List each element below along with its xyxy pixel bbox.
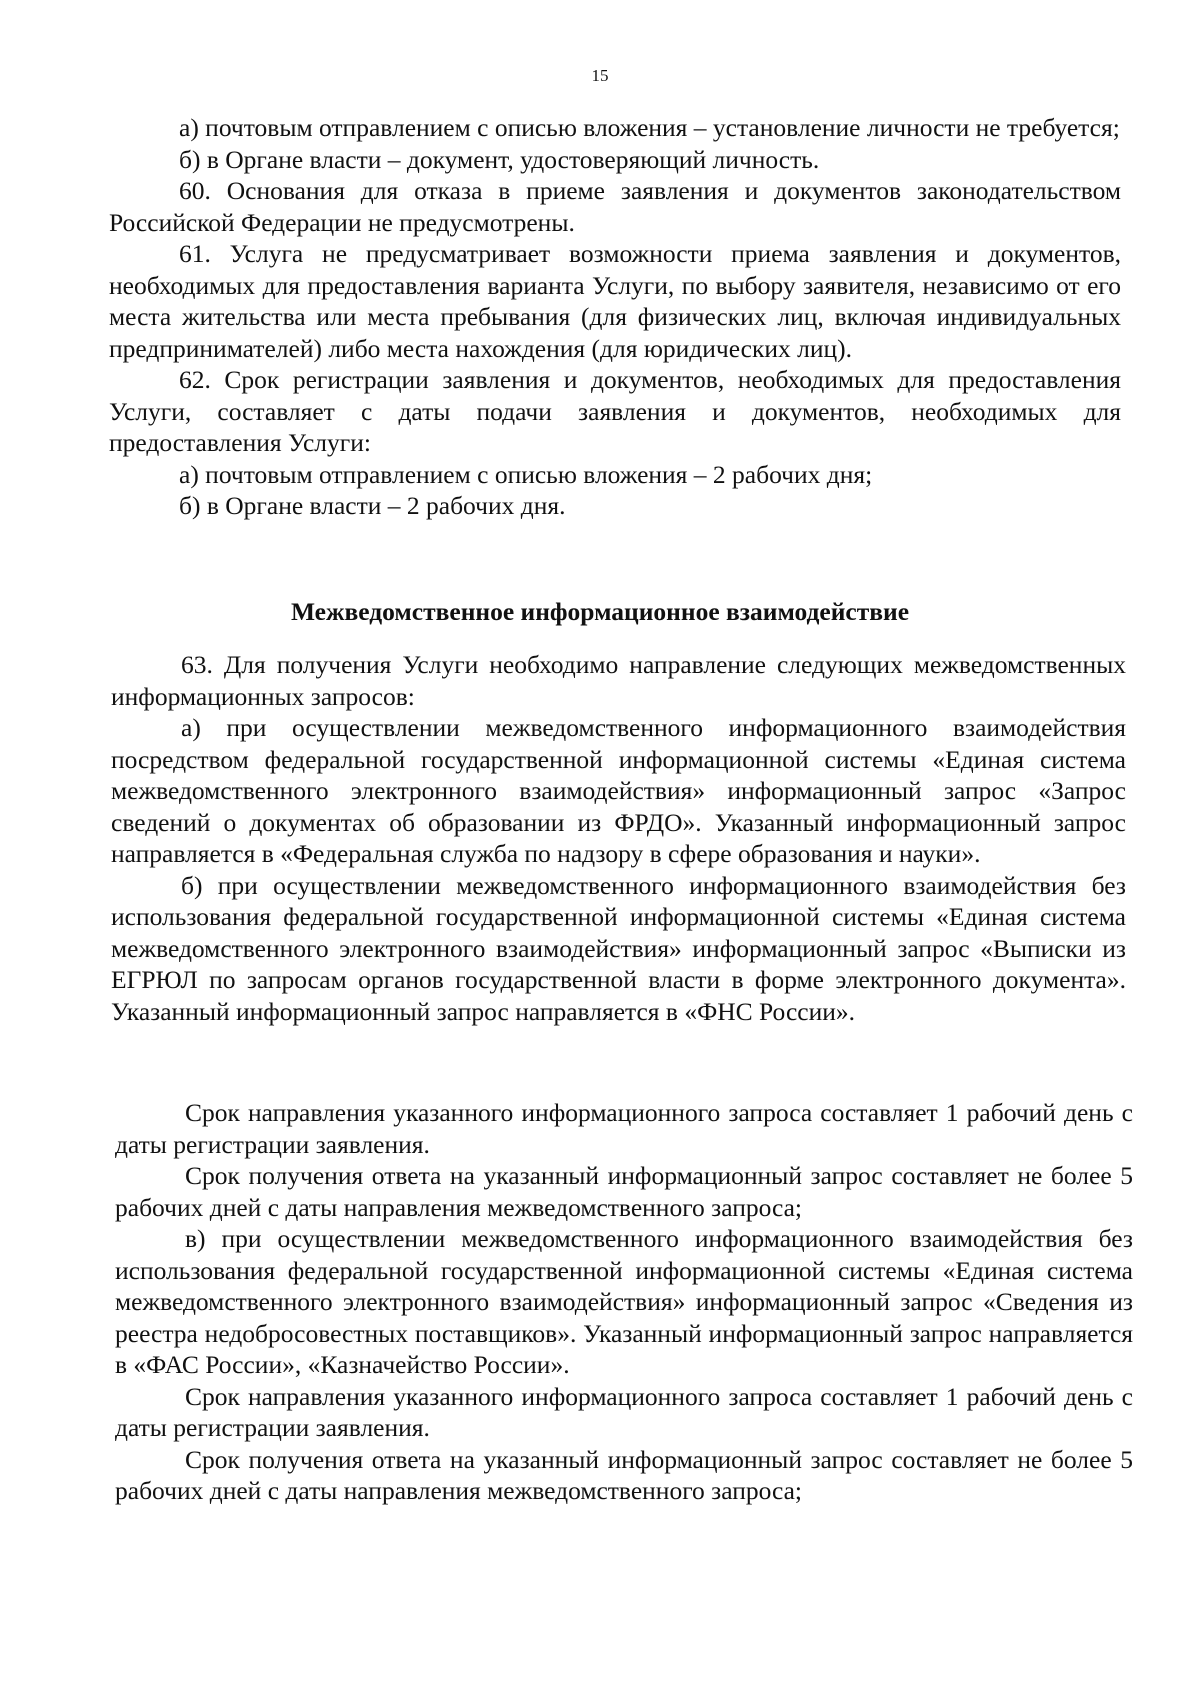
section-heading: Межведомственное информационное взаимодействие [290, 597, 910, 626]
paragraph: Срок получения ответа на указанный информационный запрос составляет не более 5 рабочих дней с даты направления межведомственного запроса; [115, 1161, 1133, 1222]
paragraph: б) в Органе власти – документ, удостоверяющий личность. [179, 144, 820, 174]
paragraph: а) почтовым отправлением с описью вложения – 2 рабочих дня; [179, 459, 873, 489]
paragraph: б) в Органе власти – 2 рабочих дня. [179, 491, 566, 520]
paragraph: 60. Основания для отказа в приеме заявления и документов законодательством Российской Федерации не предусмотрены. [109, 176, 1121, 237]
text-block-interagency [111, 649, 1126, 1027]
paragraph: Срок получения ответа на указанный информационный запрос составляет не более 5 рабочих дней с даты направления межведомственного запроса; [115, 1444, 1133, 1505]
paragraph: а) почтовым отправлением с описью вложения – установление личности не требуется; [179, 113, 1120, 142]
text-block-deadlines [115, 1097, 1133, 1507]
paragraph: в) при осуществлении межведомственного информационного взаимодействия без использования федеральной государственной информационной системы «Единая система межведомственного электронного взаимодействия» информационный запрос «Сведения из реестра недобросовестных поставщиков». Указанный информационный запрос направляется в «ФАС России», «Казначейство России». [115, 1224, 1133, 1379]
paragraph: 63. Для получения Услуги необходимо направление следующих межведомственных информационных запросов: [111, 650, 1126, 711]
paragraph: Срок направления указанного информационного запроса составляет 1 рабочий день с даты регистрации заявления. [115, 1381, 1133, 1442]
paragraph: б) при осуществлении межведомственного информационного взаимодействия без использования федеральной государственной информационной системы «Единая система межведомственного электронного взаимодействия» информационный запрос «Выписки из ЕГРЮЛ по запросам органов государственной власти в форме электронного документа». Указанный информационный запрос направляется в «ФНС России». [111, 870, 1126, 1026]
paragraph: Срок направления указанного информационного запроса составляет 1 рабочий день с даты регистрации заявления. [115, 1098, 1133, 1159]
page-number: 15 [591, 66, 609, 85]
paragraph: а) при осуществлении межведомственного информационного взаимодействия посредством федеральной государственной информационной системы «Единая система межведомственного электронного взаимодействия» информационный запрос «Запрос сведений о документах об образовании из ФРДО». Указанный информационный запрос направляется в «Федеральная служба по надзору в сфере образования и науки». [111, 713, 1126, 868]
paragraph: 61. Услуга не предусматривает возможности приема заявления и документов, необходимых для предоставления варианта Услуги, по выбору заявителя, независимо от его места жительства или места пребывания (для физических лиц, включая индивидуальных предпринимателей) либо места нахождения (для юридических лиц). [109, 239, 1121, 363]
paragraph: 62. Срок регистрации заявления и документов, необходимых для предоставления Услуги, составляет с даты подачи заявления и документов, необходимых для предоставления Услуги: [109, 365, 1121, 457]
text-block-registration [109, 112, 1121, 522]
